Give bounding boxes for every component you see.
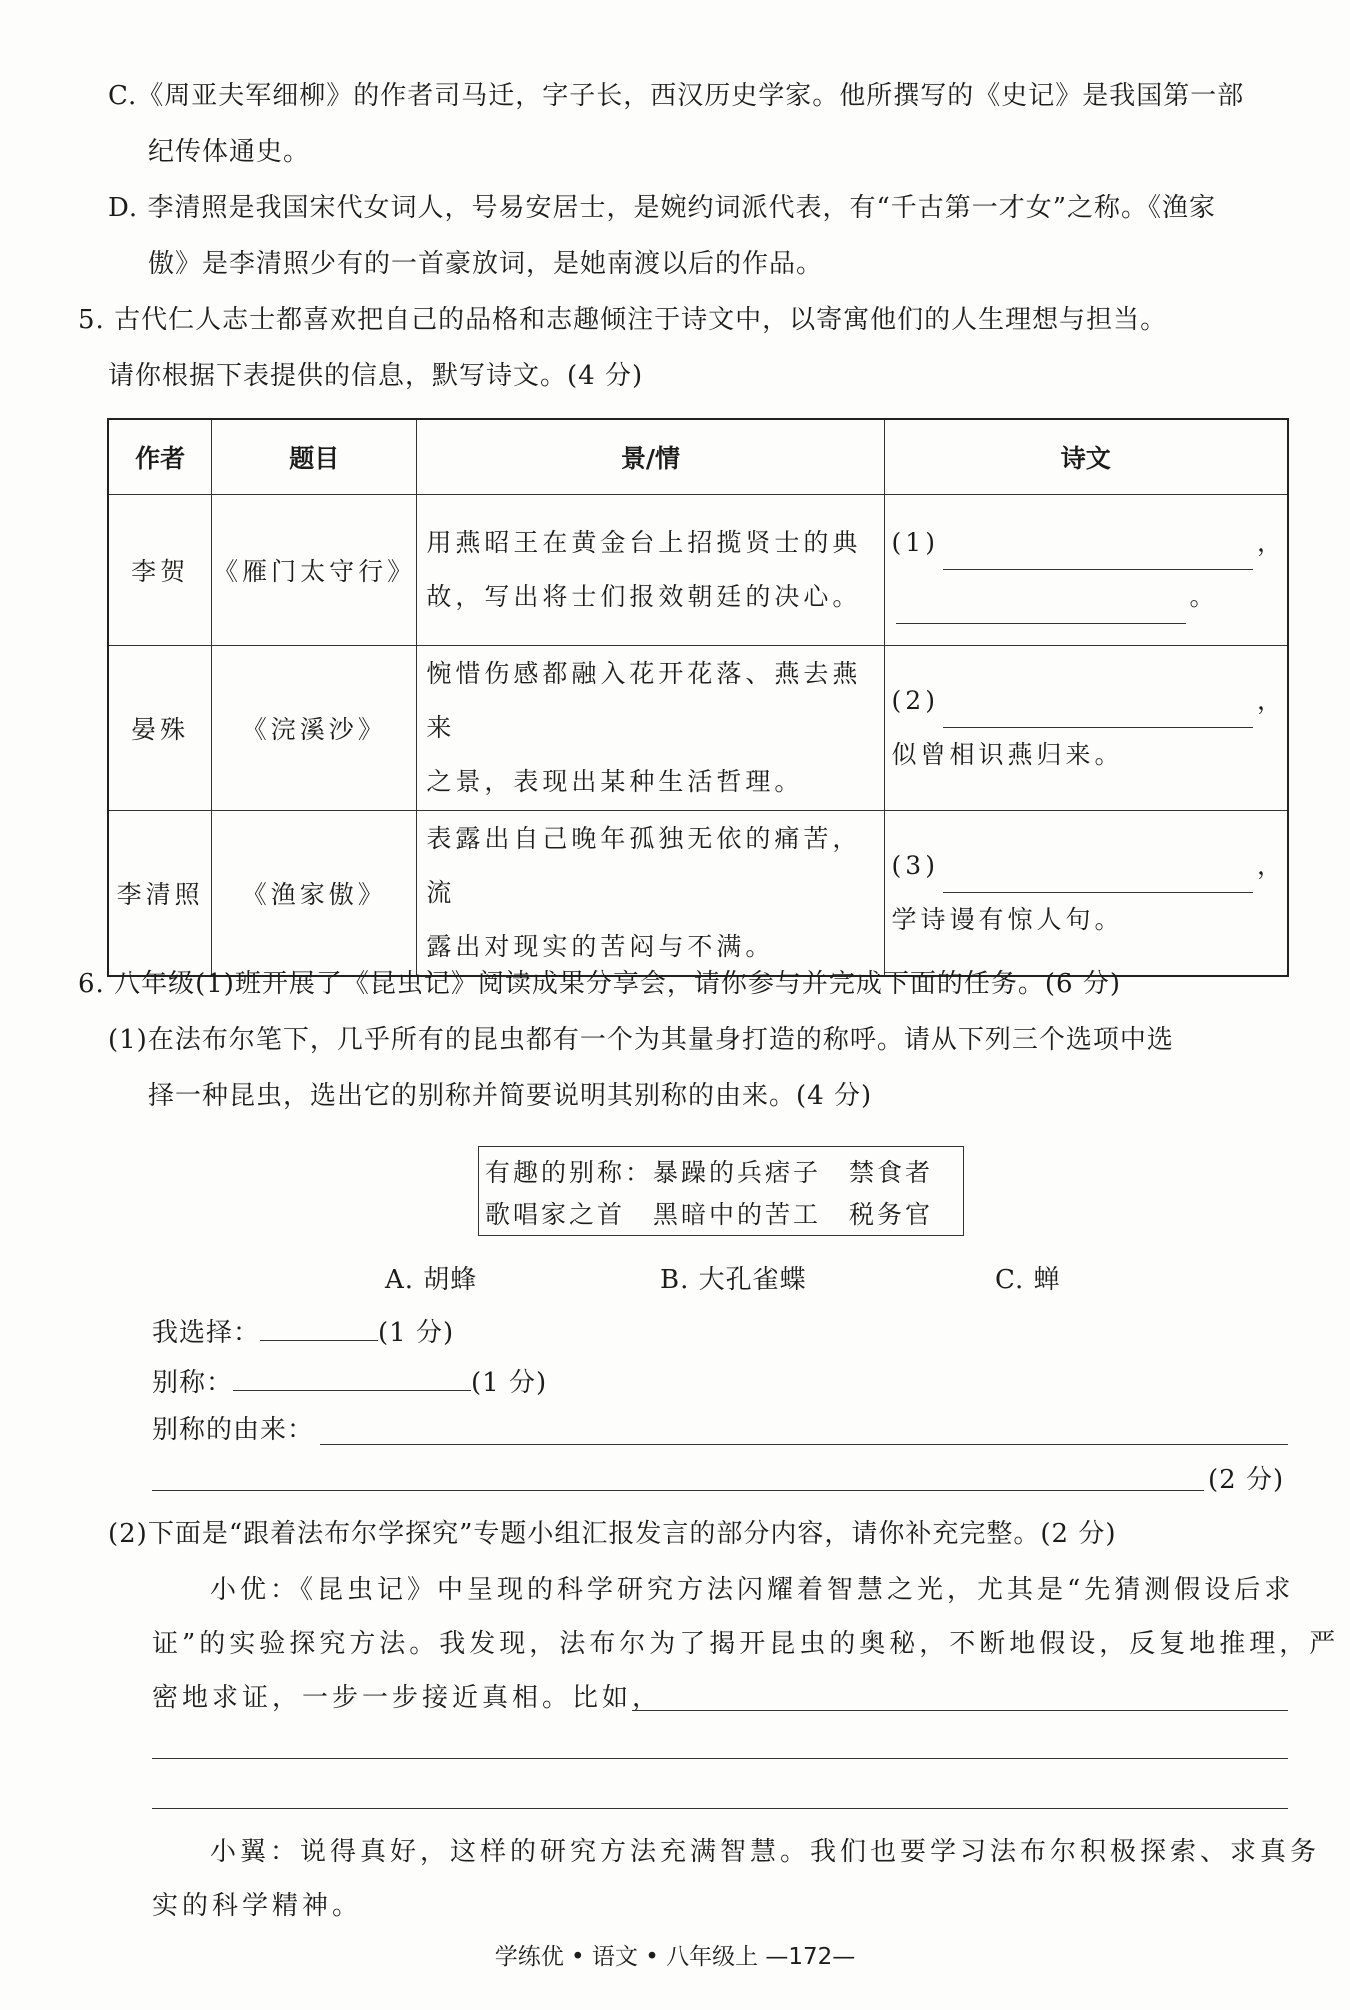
example-blank-1[interactable] [632, 1710, 1288, 1711]
answer-blank-2[interactable] [943, 693, 1253, 728]
answer-blank-1a[interactable] [943, 535, 1253, 570]
origin-label: 别称的由来： [152, 1415, 315, 1445]
q6-part2-stem: (2)下面是“跟着法布尔学探究”专题小组汇报发言的部分内容，请你补充完整。(2 分) [108, 1519, 1117, 1549]
nickname-line1: 有趣的别称：暴躁的兵痞子 禁食者 [485, 1158, 934, 1187]
row3-desc: 表露出自己晚年孤独无依的痛苦，流 露出对现实的苦闷与不满。 [417, 811, 884, 977]
row2-title: 《浣溪沙》 [212, 646, 417, 811]
nickname-blank[interactable] [233, 1362, 471, 1391]
nickname-row: 别称： (1 分) [152, 1362, 547, 1401]
page-footer: 学练优 • 语文 • 八年级上 —172— [494, 1944, 856, 1970]
row1-answer: (1) ， 。 [884, 495, 1288, 646]
origin-blank-2[interactable] [152, 1490, 1204, 1491]
xiaoyi-line2: 实的科学精神。 [152, 1891, 363, 1921]
origin-blank-1[interactable] [320, 1444, 1288, 1445]
example-blank-2[interactable] [152, 1758, 1288, 1759]
q6-stem: 6. 八年级(1)班开展了《昆虫记》阅读成果分享会，请你参与并完成下面的任务。(6 分) [78, 969, 1121, 999]
choice-a[interactable]: A. 胡蜂 [385, 1265, 478, 1295]
table-header-row [108, 419, 1288, 495]
option-d-line1: D. 李清照是我国宋代女词人，号易安居士，是婉约词派代表，有“千古第一才女”之称。《渔家 [108, 193, 1217, 223]
row2-author: 晏殊 [108, 646, 212, 811]
row3-title: 《渔家傲》 [212, 811, 417, 977]
header-poem: 诗文 [884, 419, 1288, 495]
q5-stem-line2: 请你根据下表提供的信息，默写诗文。(4 分) [108, 361, 644, 391]
xiaoyou-line2: 证”的实验探究方法。我发现，法布尔为了揭开昆虫的奥秘，不断地假设，反复地推理，严 [152, 1629, 1340, 1659]
header-author: 作者 [108, 419, 212, 495]
option-c-line1: C.《周亚夫军细柳》的作者司马迁，字子长，西汉历史学家。他所撰写的《史记》是我国第一部 [108, 81, 1245, 111]
header-title: 题目 [212, 419, 417, 495]
row1-title: 《雁门太守行》 [212, 495, 417, 646]
row2-desc: 惋惜伤感都融入花开花落、燕去燕来 之景，表现出某种生活哲理。 [417, 646, 884, 811]
row3-answer: (3) ， 学诗谩有惊人句。 [884, 811, 1288, 977]
choose-blank[interactable] [260, 1312, 378, 1341]
q6-part1-line2: 择一种昆虫，选出它的别称并简要说明其别称的由来。(4 分) [148, 1081, 873, 1111]
option-c-line2: 纪传体通史。 [148, 137, 311, 167]
xiaoyou-line3: 密地求证，一步一步接近真相。比如， [152, 1683, 663, 1713]
q6-part1-line1: (1)在法布尔笔下，几乎所有的昆虫都有一个为其量身打造的称呼。请从下列三个选项中选 [108, 1025, 1174, 1055]
choice-b[interactable]: B. 大孔雀蝶 [660, 1265, 807, 1295]
xiaoyi-line1: 小翼：说得真好，这样的研究方法充满智慧。我们也要学习法布尔积极探索、求真务 [210, 1837, 1321, 1867]
row1-desc: 用燕昭王在黄金台上招揽贤士的典 故，写出将士们报效朝廷的决心。 [417, 495, 884, 646]
row2-given-line: 似曾相识燕归来。 [891, 740, 1124, 769]
row3-author: 李清照 [108, 811, 212, 977]
table-row [108, 495, 1288, 646]
q5-stem-line1: 5. 古代仁人志士都喜欢把自己的品格和志趣倾注于诗文中，以寄寓他们的人生理想与担当。 [78, 305, 1168, 335]
nickname-line2: 歌唱家之首 黑暗中的苦工 税务官 [485, 1200, 934, 1229]
table-row [108, 811, 1288, 977]
example-blank-3[interactable] [152, 1808, 1288, 1809]
poem-table [107, 418, 1289, 977]
row1-author: 李贺 [108, 495, 212, 646]
origin-score: (2 分) [1208, 1465, 1285, 1495]
choose-row: 我选择： (1 分) [152, 1312, 454, 1351]
answer-blank-3[interactable] [943, 858, 1253, 893]
table-row [108, 646, 1288, 811]
xiaoyou-line1: 小优：《昆虫记》中呈现的科学研究方法闪耀着智慧之光，尤其是“先猜测假设后求 [210, 1575, 1295, 1605]
row2-answer: (2) ， 似曾相识燕归来。 [884, 646, 1288, 811]
nickname-box [478, 1146, 964, 1236]
option-d-line2: 傲》是李清照少有的一首豪放词，是她南渡以后的作品。 [148, 249, 824, 279]
row3-given-line: 学诗谩有惊人句。 [891, 905, 1124, 934]
header-scene: 景/情 [417, 419, 884, 495]
answer-blank-1b[interactable] [896, 589, 1186, 624]
choice-c[interactable]: C. 蝉 [995, 1265, 1061, 1295]
